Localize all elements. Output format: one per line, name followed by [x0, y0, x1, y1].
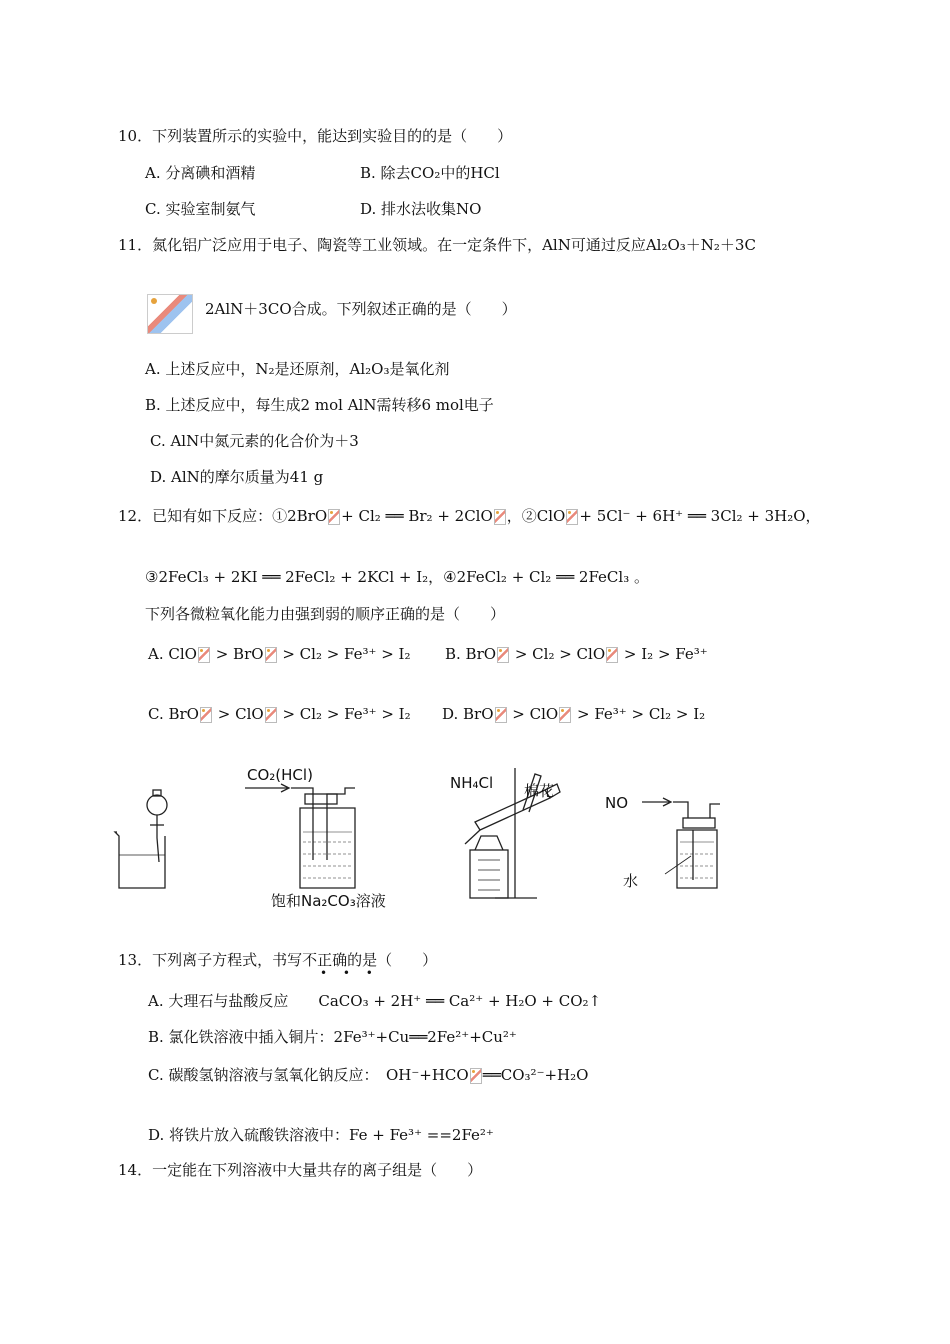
q12-line3: 下列各微粒氧化能力由强到弱的顺序正确的是（ ） [145, 605, 506, 623]
q10-option-b: B. 除去CO₂中的HCl [360, 164, 500, 182]
q14-stem: 14．一定能在下列溶液中大量共存的离子组是（ ） [118, 1161, 483, 1179]
q12-line1: 12．已知有如下反应：①2BrO + Cl₂ ══ Br₂ + 2ClO ，②ClO + 5Cl⁻ + 6H⁺ ══ 3Cl₂ + 3H₂O， [118, 507, 821, 525]
q10-option-c: C. 实验室制氨气 [145, 200, 256, 218]
bromate-ion-image [495, 707, 507, 723]
chlorate-ion-image [198, 647, 210, 663]
figure-label-saturated-solution: 饱和Na₂CO₃溶液 [271, 892, 386, 910]
figure-label-water: 水 [623, 872, 639, 890]
bromate-ion-image [328, 509, 340, 525]
q13-option-d: D. 将铁片放入硫酸铁溶液中：Fe + Fe³⁺ ==2Fe²⁺ [148, 1126, 494, 1144]
q12-option-d: D. BrO > ClO > Fe³⁺ > Cl₂ > I₂ [442, 705, 706, 723]
q13-stem: 13．下列离子方程式，书写不正确的是（ ） [118, 951, 438, 969]
q12-option-c: C. BrO > ClO > Cl₂ > Fe³⁺ > I₂ [148, 705, 411, 723]
q12-line2: ③2FeCl₃ + 2KI ══ 2FeCl₂ + 2KCl + I₂，④2FeCl₂ + Cl₂ ══ 2FeCl₃ 。 [145, 568, 649, 586]
q13-option-b: B. 氯化铁溶液中插入铜片：2Fe³⁺+Cu══2Fe²⁺+Cu²⁺ [148, 1028, 517, 1046]
chlorate-ion-image [265, 707, 277, 723]
bromate-ion-image [265, 647, 277, 663]
q11-option-d: D. AlN的摩尔质量为41 g [150, 468, 324, 486]
q13-option-c: C. 碳酸氢钠溶液与氢氧化钠反应： OH⁻+HCO ══CO₃²⁻+H₂O [148, 1066, 589, 1084]
q10-stem: 10．下列装置所示的实验中，能达到实验目的的是（ ） [118, 127, 513, 145]
separatory-funnel-apparatus [115, 790, 167, 888]
bromate-ion-image [200, 707, 212, 723]
q11-option-c: C. AlN中氮元素的化合价为＋3 [150, 432, 359, 450]
chlorate-ion-image [606, 647, 618, 663]
q12-option-b: B. BrO > Cl₂ > ClO > I₂ > Fe³⁺ [445, 645, 708, 663]
figure-label-co2-hcl: CO₂(HCl) [247, 766, 313, 784]
q13-option-a: A. 大理石与盐酸反应 CaCO₃ + 2H⁺ ══ Ca²⁺ + H₂O + CO₂↑ [148, 992, 602, 1010]
emphasis-dots: • • • [320, 966, 379, 980]
figure-label-no: NO [605, 794, 629, 812]
q11-option-b: B. 上述反应中，每生成2 mol AlN需转移6 mol电子 [145, 396, 494, 414]
gas-washing-bottle-apparatus [245, 784, 355, 888]
figure-label-nh4cl: NH₄Cl [450, 774, 494, 792]
bromate-ion-image [497, 647, 509, 663]
gas-collection-bottle-apparatus [642, 798, 720, 888]
chlorate-ion-image [566, 509, 578, 525]
q12-option-a: A. ClO > BrO > Cl₂ > Fe³⁺ > I₂ [148, 645, 411, 663]
q10-option-a: A. 分离碘和酒精 [145, 164, 256, 182]
q11-option-a: A. 上述反应中，N₂是还原剂，Al₂O₃是氧化剂 [145, 360, 450, 378]
q10-option-d: D. 排水法收集NO [360, 200, 482, 218]
apparatus-figure [105, 760, 745, 920]
q11-stem-continued: 2AlN＋3CO合成。下列叙述正确的是（ ） [205, 300, 517, 318]
chlorate-ion-image [494, 509, 506, 525]
q11-stem: 11．氮化铝广泛应用于电子、陶瓷等工业领域。在一定条件下，AlN可通过反应Al₂O₃＋N₂＋3C [118, 236, 756, 254]
chlorate-ion-image [559, 707, 571, 723]
bicarbonate-ion-image [470, 1068, 482, 1084]
figure-label-cotton: 棉花 [524, 782, 555, 800]
reaction-condition-image [147, 294, 193, 334]
